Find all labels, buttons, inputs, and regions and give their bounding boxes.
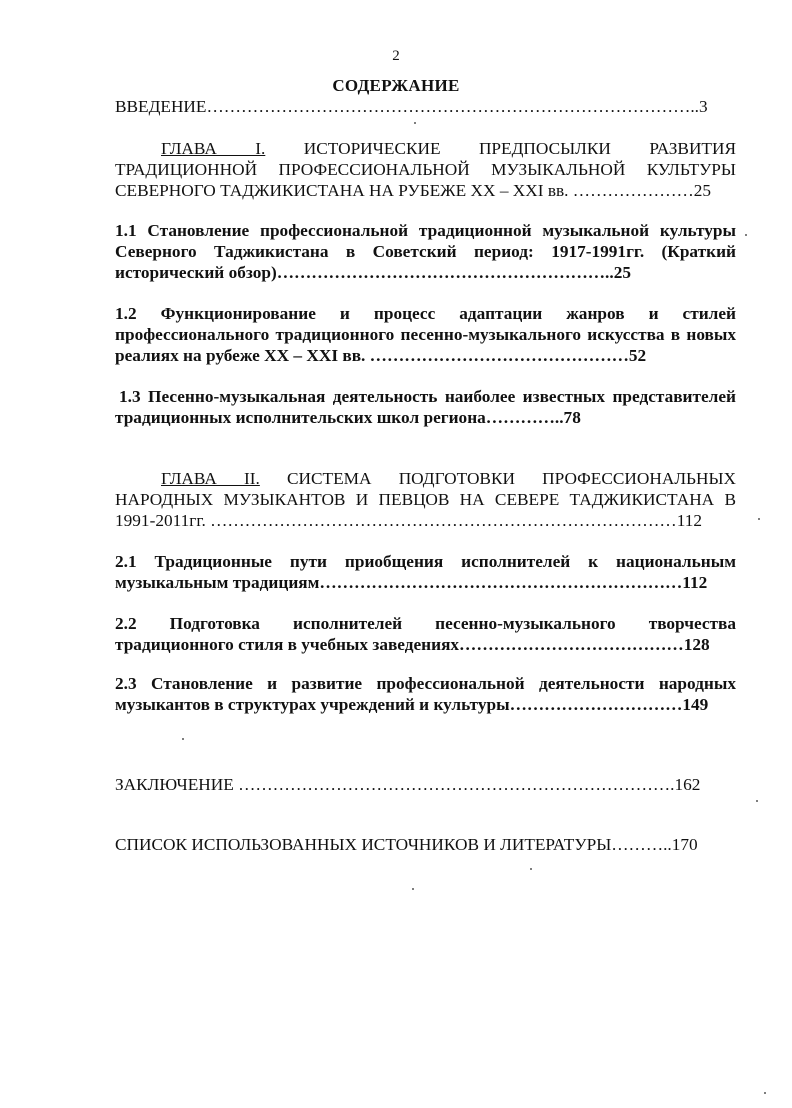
chapter-2-label: ГЛАВА II. <box>161 469 260 488</box>
scan-speck <box>745 234 747 236</box>
toc-entry-section-1-2: 1.2 Функционирование и процесс адаптации жанров и стилей профессионального традиционного песенно-музыкального искусства в новых реалиях на рубеже XX – XXI вв. ………………………………………52 <box>115 304 736 365</box>
page-number: 2 <box>392 48 400 64</box>
toc-entry-section-2-1: 2.1 Традиционные пути приобщения исполнителей к национальным музыкальным традициям………………………………………………………112 <box>115 552 736 592</box>
scan-speck <box>414 122 416 124</box>
chapter-2-title: СИСТЕМА ПОДГОТОВКИ ПРОФЕССИОНАЛЬНЫХ НАРОДНЫХ МУЗЫКАНТОВ И ПЕВЦОВ НА СЕВЕРЕ ТАДЖИКИСТАНА В 1991-2011гг. ………………………………………………………………………112 <box>115 469 736 530</box>
toc-entry-chapter-2 <box>115 468 736 531</box>
toc-entry-section-2-2: 2.2 Подготовка исполнителей песенно-музыкального творчества традиционного стиля в учебных заведениях…………………………………128 <box>115 614 736 654</box>
scan-speck <box>530 868 532 870</box>
scan-speck <box>758 518 760 520</box>
toc-entry-section-1-3: 1.3 Песенно-музыкальная деятельность наиболее известных представителей традиционных исполнительских школ региона…………..78 <box>115 387 736 427</box>
toc-entry-intro: ВВЕДЕНИЕ…………………………………………………………………………..3 <box>115 97 708 116</box>
toc-entry-bibliography: СПИСОК ИСПОЛЬЗОВАННЫХ ИСТОЧНИКОВ И ЛИТЕРАТУРЫ………..170 <box>115 835 698 854</box>
scan-speck <box>412 888 414 890</box>
toc-entry-conclusion: ЗАКЛЮЧЕНИЕ ………………………………………………………………….162 <box>115 775 701 794</box>
toc-entry-chapter-1 <box>115 138 736 201</box>
scan-speck <box>764 1092 766 1094</box>
scan-speck <box>182 738 184 740</box>
scan-speck <box>756 800 758 802</box>
toc-entry-section-2-3: 2.3 Становление и развитие профессиональной деятельности народных музыкантов в структурах учреждений и культуры…………………………149 <box>115 674 736 714</box>
chapter-1-label: ГЛАВА I. <box>161 139 266 158</box>
toc-entry-section-1-1: 1.1 Становление профессиональной традиционной музыкальной культуры Северного Таджикистана в Советский период: 1917-1991гг. (Краткий исторический обзор)…………………………………………………..25 <box>115 221 736 282</box>
page-title: СОДЕРЖАНИЕ <box>332 76 460 95</box>
chapter-1-title: ИСТОРИЧЕСКИЕ ПРЕДПОСЫЛКИ РАЗВИТИЯ ТРАДИЦИОННОЙ ПРОФЕССИОНАЛЬНОЙ МУЗЫКАЛЬНОЙ КУЛЬТУРЫ СЕВЕРНОГО ТАДЖИКИСТАНА НА РУБЕЖЕ XX – XXI вв. …………………25 <box>115 139 736 200</box>
